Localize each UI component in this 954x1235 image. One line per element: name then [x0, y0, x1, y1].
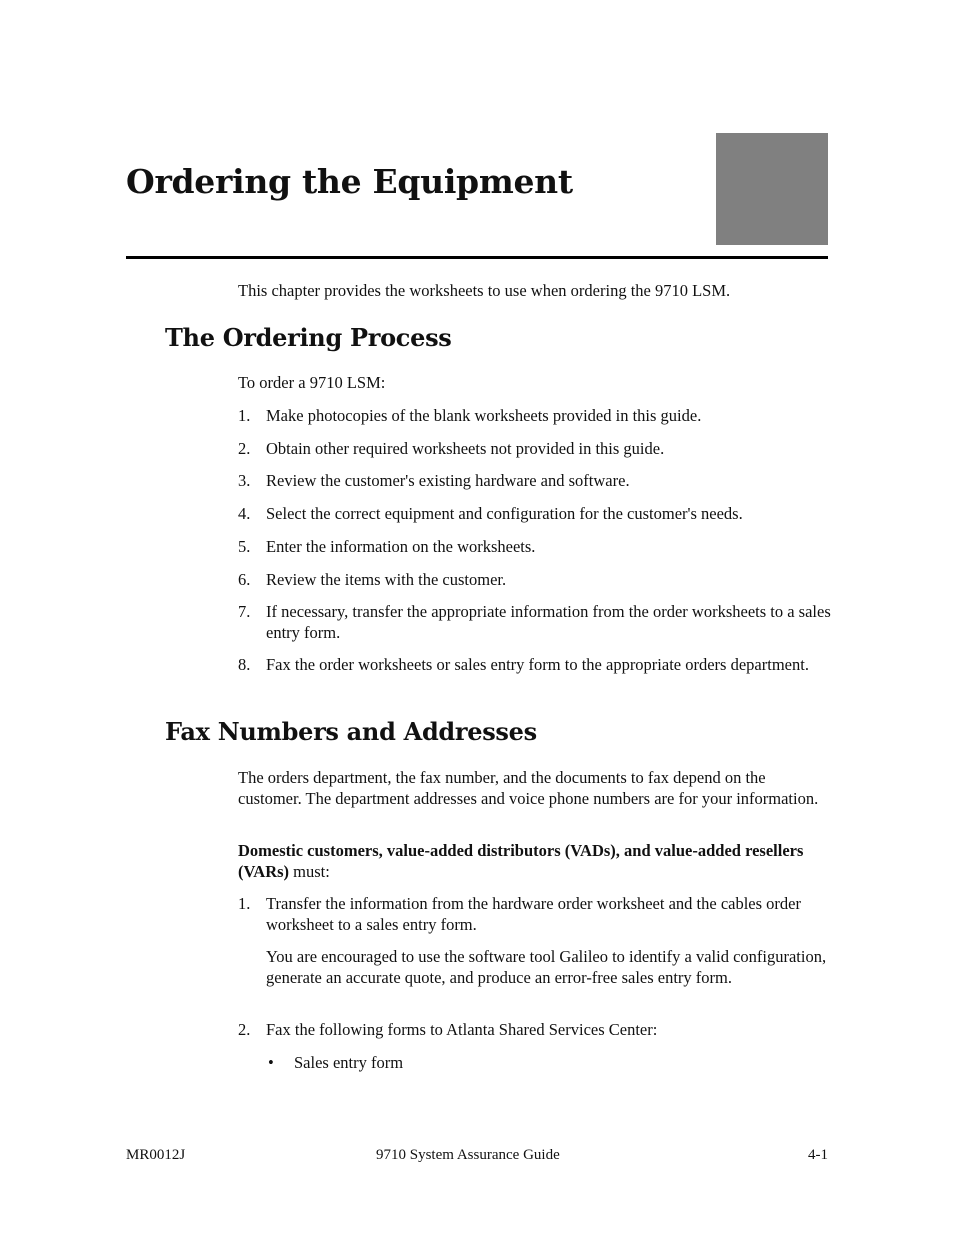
chapter-intro: This chapter provides the worksheets to use when ordering the 9710 LSM. — [238, 281, 731, 300]
chapter-tab-box — [716, 133, 828, 245]
section-heading-ordering-process: The Ordering Process — [165, 323, 452, 352]
list-item-number: 3. — [238, 471, 251, 490]
bullet-mark: • — [268, 1053, 274, 1072]
ordering-lead: To order a 9710 LSM: — [238, 373, 386, 392]
list-item-number: 2. — [238, 1020, 251, 1039]
list-item: Transfer the information from the hardware order worksheet and the cables order worksheet to a sales entry form. — [266, 894, 801, 934]
list-item: Make photocopies of the blank worksheets provided in this guide. — [266, 406, 702, 425]
chapter-title: Ordering the Equipment — [126, 162, 573, 201]
list-item: Obtain other required worksheets not provided in this guide. — [266, 439, 665, 458]
footer-guide-title: 9710 System Assurance Guide — [376, 1147, 560, 1163]
title-rule — [126, 256, 828, 259]
section-heading-fax-numbers: Fax Numbers and Addresses — [165, 717, 537, 746]
list-item-number: 1. — [238, 406, 251, 425]
galileo-note: You are encouraged to use the software tool Galileo to identify a valid configuration, generate an accurate quote, and produce an error-free sales entry form. — [266, 947, 827, 987]
domestic-customers-tail: must: — [289, 861, 330, 881]
list-item: If necessary, transfer the appropriate information from the order worksheets to a sales entry form. — [266, 602, 831, 642]
list-item-number: 1. — [238, 894, 251, 913]
list-item-number: 4. — [238, 504, 251, 523]
list-item: Fax the order worksheets or sales entry form to the appropriate orders department. — [266, 655, 809, 674]
list-item-number: 6. — [238, 570, 251, 589]
bullet-item: Sales entry form — [294, 1053, 404, 1072]
list-item-number: 2. — [238, 439, 251, 458]
list-item: Fax the following forms to Atlanta Shared Services Center: — [266, 1020, 658, 1039]
fax-intro: The orders department, the fax number, and the documents to fax depend on the customer. The department addresses and voice phone numbers are for your information. — [238, 768, 819, 808]
list-item-number: 8. — [238, 655, 251, 674]
footer-doc-id: MR0012J — [126, 1147, 186, 1163]
domestic-customers-bold: Domestic customers, value-added distributors (VADs), and value-added resellers (VARs) — [238, 841, 804, 881]
list-item: Enter the information on the worksheets. — [266, 537, 536, 556]
list-item: Review the customer's existing hardware and software. — [266, 471, 630, 490]
list-item-number: 7. — [238, 602, 251, 621]
domestic-customers-note — [238, 841, 833, 882]
list-item: Review the items with the customer. — [266, 570, 507, 589]
list-item-number: 5. — [238, 537, 251, 556]
footer-page-number: 4-1 — [808, 1147, 828, 1163]
list-item: Select the correct equipment and configuration for the customer's needs. — [266, 504, 743, 523]
